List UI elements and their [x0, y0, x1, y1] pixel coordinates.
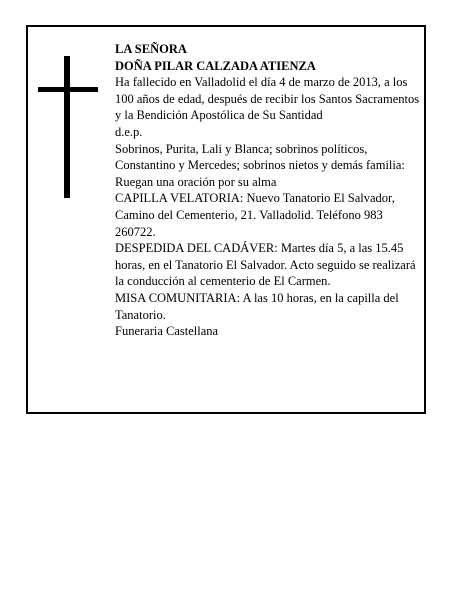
- funeral-home: Funeraria Castellana: [115, 324, 219, 339]
- death-announcement: Ha fallecido en Valladolid el día 4 de marzo de 2013, a los 100 años de edad, después de recibir los Santos Sacramentos y la Bendición Apostólica de Su Santidad: [115, 75, 420, 123]
- chapel-info: CAPILLA VELATORIA: Nuevo Tanatorio El Salvador, Camino del Cementerio, 21. Valladolid. Teléfono 983 260722.: [115, 191, 395, 239]
- deceased-name: DOÑA PILAR CALZADA ATIENZA: [115, 58, 316, 73]
- farewell-info: DESPEDIDA DEL CADÁVER: Martes día 5, a las 15.45 horas, en el Tanatorio El Salvador. Acto seguido se realizará la conducción al cementerio de El Carmen.: [115, 241, 416, 289]
- family-list: Sobrinos, Purita, Lali y Blanca; sobrinos políticos, Constantino y Mercedes; sobrinos nietos y demás familia:: [115, 141, 405, 173]
- cross-vertical-bar: [64, 56, 70, 198]
- prayer-request: Ruegan una oración por su alma: [115, 174, 277, 189]
- notice-text-block: [115, 41, 425, 340]
- obituary-notice: [26, 25, 426, 414]
- cross-icon: [38, 56, 100, 198]
- cross-horizontal-bar: [38, 87, 98, 92]
- notice-heading: LA SEÑORA: [115, 42, 187, 56]
- mass-info: MISA COMUNITARIA: A las 10 horas, en la capilla del Tanatorio.: [115, 290, 399, 322]
- dep-mark: d.e.p.: [115, 124, 143, 139]
